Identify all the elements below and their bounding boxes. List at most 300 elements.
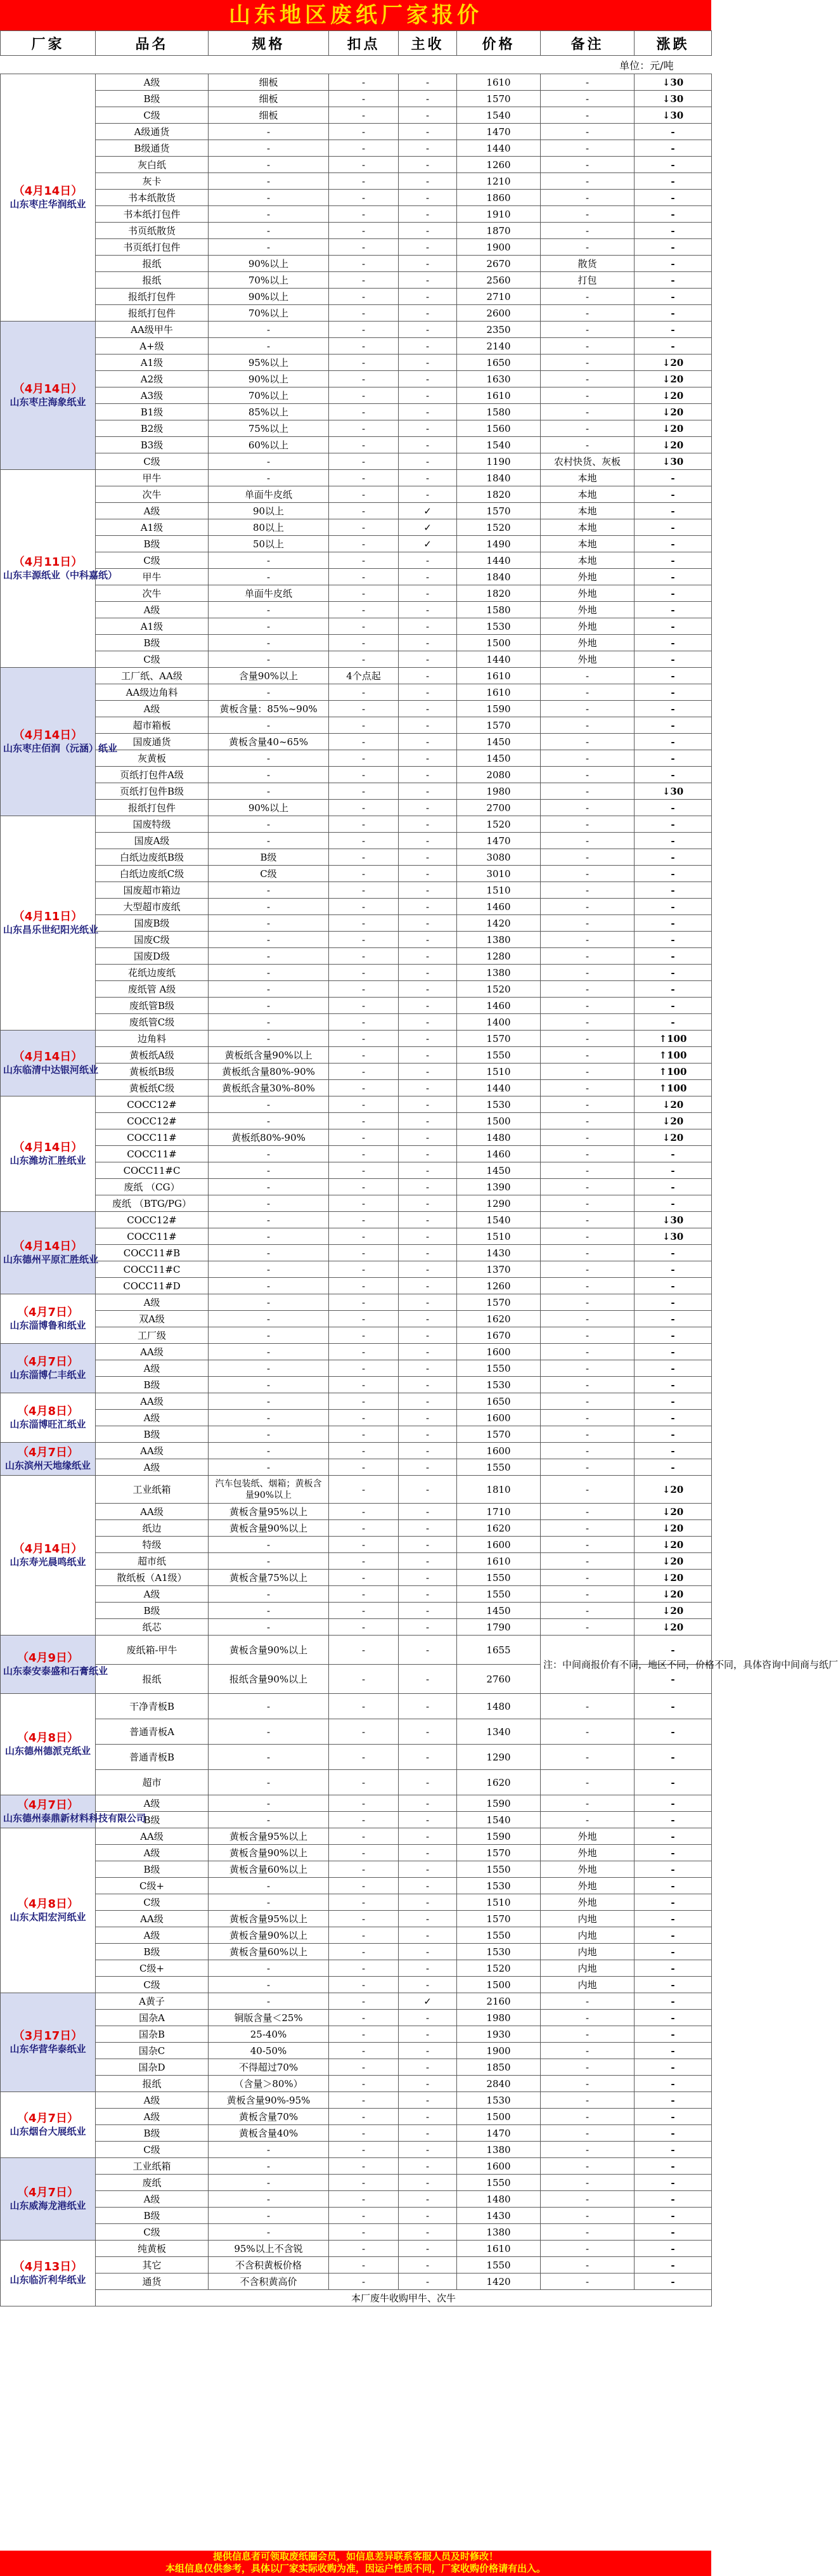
deduction-cell: - — [329, 1377, 399, 1393]
change-cell: - — [635, 1261, 712, 1278]
spec-cell: 黄板含量75%以上 — [209, 1570, 329, 1586]
table-row — [1, 2191, 712, 2208]
change-cell: - — [635, 1162, 712, 1179]
table-row — [1, 1553, 712, 1570]
table-row — [1, 387, 712, 404]
price-cell: 1510 — [457, 1894, 541, 1911]
price-cell: 1610 — [457, 2241, 541, 2257]
factory-date: （4月14日） — [13, 1050, 83, 1064]
main-collect-cell: - — [399, 486, 457, 503]
change-cell: - — [635, 1426, 712, 1443]
main-collect-cell: - — [399, 734, 457, 750]
change-cell: - — [635, 948, 712, 965]
table-row — [1, 1129, 712, 1146]
deduction-cell: - — [329, 1245, 399, 1261]
product-cell: 报纸打包件 — [96, 305, 209, 322]
notes-cell: - — [541, 1586, 635, 1603]
product-cell: 报纸 — [96, 2076, 209, 2092]
table-row — [1, 2175, 712, 2191]
product-cell: AA级 — [96, 1344, 209, 1360]
spec-cell: - — [209, 1146, 329, 1162]
deduction-cell: - — [329, 74, 399, 91]
notes-cell: - — [541, 1014, 635, 1031]
main-collect-cell: - — [399, 1014, 457, 1031]
factory-name: 山东临清中达银河纸业 — [3, 1064, 99, 1076]
product-cell: 页纸打包件A级 — [96, 767, 209, 783]
notes-cell: - — [541, 981, 635, 998]
deduction-cell: - — [329, 322, 399, 338]
change-cell: - — [635, 1911, 712, 1927]
price-cell: 1500 — [457, 635, 541, 651]
deduction-cell: - — [329, 124, 399, 140]
spec-cell: - — [209, 1294, 329, 1311]
change-cell: - — [635, 2208, 712, 2224]
table-row — [1, 2142, 712, 2158]
change-cell: - — [635, 2191, 712, 2208]
change-cell: - — [635, 256, 712, 272]
product-cell: B级 — [96, 2125, 209, 2142]
main-collect-cell: - — [399, 1179, 457, 1195]
deduction-cell: - — [329, 1977, 399, 1993]
price-cell: 1510 — [457, 1228, 541, 1245]
main-collect-cell: - — [399, 701, 457, 717]
main-collect-cell: - — [399, 1410, 457, 1426]
main-collect-cell: - — [399, 1553, 457, 1570]
product-cell: COCC12# — [96, 1096, 209, 1113]
notes-cell: - — [541, 2109, 635, 2125]
deduction-cell: - — [329, 2076, 399, 2092]
spec-cell: 黄板含量90%以上 — [209, 1636, 329, 1665]
spec-cell: - — [209, 453, 329, 470]
table-row — [1, 1393, 712, 1410]
main-collect-cell: - — [399, 1377, 457, 1393]
price-cell: 1540 — [457, 1812, 541, 1828]
factory-date: （4月7日） — [16, 2111, 79, 2125]
factory-name: 山东滨州天地缘纸业 — [4, 1459, 91, 1471]
table-row — [1, 470, 712, 486]
change-cell: ↓20 — [635, 1520, 712, 1537]
main-collect-cell: - — [399, 651, 457, 668]
footer-notice — [0, 2551, 711, 2576]
main-collect-cell: - — [399, 371, 457, 387]
main-collect-cell: - — [399, 1719, 457, 1745]
price-cell: 1670 — [457, 1327, 541, 1344]
factory-date: （4月14日） — [13, 184, 83, 198]
change-cell: ↓20 — [635, 437, 712, 453]
product-cell: B3级 — [96, 437, 209, 453]
change-cell: - — [635, 486, 712, 503]
spec-cell: - — [209, 767, 329, 783]
table-row — [1, 767, 712, 783]
spec-cell: - — [209, 1261, 329, 1278]
change-cell: - — [635, 1014, 712, 1031]
product-cell: 灰卡 — [96, 173, 209, 190]
spec-cell: - — [209, 1586, 329, 1603]
notes-cell: - — [541, 74, 635, 91]
header-deduction: 扣点 — [329, 31, 399, 56]
spec-cell: 黄板含量90%以上 — [209, 1927, 329, 1944]
main-collect-cell: - — [399, 91, 457, 107]
notes-cell: - — [541, 223, 635, 239]
change-cell: ↓30 — [635, 74, 712, 91]
deduction-cell: - — [329, 2274, 399, 2290]
spec-cell: 不得超过70% — [209, 2059, 329, 2076]
main-collect-cell: - — [399, 1344, 457, 1360]
price-cell: 1470 — [457, 2125, 541, 2142]
table-row — [1, 1327, 712, 1344]
deduction-cell: - — [329, 767, 399, 783]
table-row — [1, 800, 712, 816]
product-cell: 其它 — [96, 2257, 209, 2274]
table-row — [1, 1245, 712, 1261]
product-cell: 灰白纸 — [96, 157, 209, 173]
table-row — [1, 1770, 712, 1795]
main-collect-cell: - — [399, 965, 457, 981]
notes-cell: 本地 — [541, 519, 635, 536]
table-row — [1, 1047, 712, 1064]
notes-cell: - — [541, 420, 635, 437]
deduction-cell: - — [329, 1504, 399, 1520]
price-cell: 1400 — [457, 1014, 541, 1031]
product-cell: A1级 — [96, 519, 209, 536]
price-cell: 1620 — [457, 1520, 541, 1537]
table-row — [1, 2274, 712, 2290]
main-collect-cell: - — [399, 2092, 457, 2109]
product-cell: COCC11#B — [96, 1245, 209, 1261]
price-cell: 1600 — [457, 1410, 541, 1426]
price-cell: 1570 — [457, 1294, 541, 1311]
deduction-cell: - — [329, 1603, 399, 1619]
notes-cell: - — [541, 2043, 635, 2059]
spec-cell: - — [209, 1212, 329, 1228]
change-cell: - — [635, 1146, 712, 1162]
product-cell: 书页纸打包件 — [96, 239, 209, 256]
factory-name: 山东潍坊汇胜纸业 — [10, 1154, 86, 1166]
factory-name: 山东丰源纸业（中科嘉纸） — [3, 569, 118, 581]
price-cell: 1520 — [457, 1960, 541, 1977]
change-cell: ↓20 — [635, 1537, 712, 1553]
spec-cell: - — [209, 1603, 329, 1619]
factory-date: （4月11日） — [13, 909, 83, 923]
main-collect-cell: - — [399, 1537, 457, 1553]
product-cell: A级通货 — [96, 124, 209, 140]
unit-row — [1, 56, 712, 74]
deduction-cell: - — [329, 223, 399, 239]
product-cell: A3级 — [96, 387, 209, 404]
table-row — [1, 1096, 712, 1113]
change-cell: - — [635, 1195, 712, 1212]
table-row — [1, 1459, 712, 1476]
deduction-cell: - — [329, 289, 399, 305]
notes-cell: - — [541, 915, 635, 932]
main-collect-cell: - — [399, 981, 457, 998]
header-spec: 规格 — [209, 31, 329, 56]
change-cell: - — [635, 1719, 712, 1745]
product-cell: B级 — [96, 2208, 209, 2224]
deduction-cell: - — [329, 849, 399, 866]
deduction-cell: - — [329, 915, 399, 932]
table-row — [1, 404, 712, 420]
deduction-cell: - — [329, 1570, 399, 1586]
product-cell: C级 — [96, 2224, 209, 2241]
table-row — [1, 783, 712, 800]
spec-cell: - — [209, 783, 329, 800]
deduction-cell: - — [329, 256, 399, 272]
main-collect-cell: - — [399, 2224, 457, 2241]
price-cell: 1570 — [457, 503, 541, 519]
product-cell: A级 — [96, 701, 209, 717]
main-collect-cell: - — [399, 998, 457, 1014]
table-row — [1, 1476, 712, 1504]
deduction-cell: - — [329, 140, 399, 157]
deduction-cell: - — [329, 91, 399, 107]
deduction-cell: - — [329, 552, 399, 569]
table-row — [1, 74, 712, 91]
notes-cell: 外地 — [541, 618, 635, 635]
product-cell: A2级 — [96, 371, 209, 387]
product-cell: B2级 — [96, 420, 209, 437]
price-cell: 1610 — [457, 668, 541, 684]
product-cell: 纸芯 — [96, 1619, 209, 1636]
notes-cell: - — [541, 1694, 635, 1719]
spec-cell: - — [209, 124, 329, 140]
change-cell: - — [635, 2274, 712, 2290]
change-cell: - — [635, 1894, 712, 1911]
main-collect-cell: - — [399, 470, 457, 486]
product-cell: A黄子 — [96, 1993, 209, 2010]
product-cell: AA级 — [96, 1911, 209, 1927]
main-collect-cell: - — [399, 2257, 457, 2274]
price-cell: 1610 — [457, 1553, 541, 1570]
factory-cell — [1, 1393, 96, 1443]
table-row — [1, 1426, 712, 1443]
table-row — [1, 2109, 712, 2125]
change-cell: - — [635, 2257, 712, 2274]
deduction-cell: - — [329, 2241, 399, 2257]
product-cell: 工厂级 — [96, 1327, 209, 1344]
table-row — [1, 190, 712, 206]
main-collect-cell: - — [399, 1944, 457, 1960]
change-cell: - — [635, 767, 712, 783]
table-row — [1, 536, 712, 552]
change-cell: ↓20 — [635, 1603, 712, 1619]
spec-cell: 70%以上 — [209, 272, 329, 289]
table-row — [1, 932, 712, 948]
notes-cell: - — [541, 1745, 635, 1770]
price-cell: 1600 — [457, 2158, 541, 2175]
table-row — [1, 618, 712, 635]
spec-cell: 黄板含量95%以上 — [209, 1911, 329, 1927]
price-cell: 2700 — [457, 800, 541, 816]
change-cell: - — [635, 1960, 712, 1977]
main-collect-cell: - — [399, 1294, 457, 1311]
factory-date: （4月14日） — [13, 1239, 83, 1253]
deduction-cell: - — [329, 701, 399, 717]
spec-cell: 95%以上 — [209, 355, 329, 371]
deduction-cell: - — [329, 1745, 399, 1770]
deduction-cell: - — [329, 107, 399, 124]
spec-cell: 黄板纸80%-90% — [209, 1129, 329, 1146]
spec-cell: 细板 — [209, 91, 329, 107]
notes-cell: - — [541, 1360, 635, 1377]
change-cell: - — [635, 2059, 712, 2076]
notes-cell: 外地 — [541, 602, 635, 618]
deduction-cell: - — [329, 2257, 399, 2274]
deduction-cell: - — [329, 1770, 399, 1795]
table-row — [1, 899, 712, 915]
table-row — [1, 684, 712, 701]
change-cell: - — [635, 239, 712, 256]
product-cell: AA级 — [96, 1443, 209, 1459]
main-collect-cell: - — [399, 1603, 457, 1619]
notes-cell: 外地 — [541, 569, 635, 585]
notes-cell: 内地 — [541, 1960, 635, 1977]
spec-cell: - — [209, 1960, 329, 1977]
change-cell: ↓20 — [635, 1504, 712, 1520]
deduction-cell: - — [329, 635, 399, 651]
change-cell: - — [635, 470, 712, 486]
notes-cell: - — [541, 1619, 635, 1636]
main-collect-cell: - — [399, 173, 457, 190]
table-row — [1, 1311, 712, 1327]
change-cell: - — [635, 322, 712, 338]
deduction-cell: - — [329, 1944, 399, 1960]
product-cell: 双A级 — [96, 1311, 209, 1327]
spec-cell: 黄板含量70% — [209, 2109, 329, 2125]
main-collect-cell: - — [399, 2208, 457, 2224]
main-collect-cell: - — [399, 2109, 457, 2125]
price-cell: 1440 — [457, 140, 541, 157]
price-cell: 1550 — [457, 1360, 541, 1377]
main-collect-cell: - — [399, 223, 457, 239]
price-cell: 1280 — [457, 948, 541, 965]
factory-cell — [1, 1694, 96, 1795]
spec-cell: 25-40% — [209, 2026, 329, 2043]
product-cell: C级+ — [96, 1960, 209, 1977]
spec-cell: - — [209, 2175, 329, 2191]
product-cell: 超市箱板 — [96, 717, 209, 734]
main-collect-cell: - — [399, 1636, 457, 1665]
change-cell: - — [635, 932, 712, 948]
spec-cell: 60%以上 — [209, 437, 329, 453]
factory-cell — [1, 2158, 96, 2241]
change-cell: - — [635, 1393, 712, 1410]
product-cell: 页纸打包件B级 — [96, 783, 209, 800]
change-cell: - — [635, 1294, 712, 1311]
change-cell: - — [635, 981, 712, 998]
deduction-cell: - — [329, 1014, 399, 1031]
change-cell: ↓20 — [635, 420, 712, 437]
table-row — [1, 965, 712, 981]
table-row — [1, 124, 712, 140]
main-collect-cell: - — [399, 420, 457, 437]
change-cell: - — [635, 2224, 712, 2241]
factory-cell — [1, 1795, 146, 1828]
spec-cell: 铜版含量＜25% — [209, 2010, 329, 2026]
change-cell: - — [635, 668, 712, 684]
factory-name: 山东枣庄华润纸业 — [10, 198, 86, 210]
factory-cell — [1, 1636, 108, 1694]
main-collect-cell: ✓ — [399, 536, 457, 552]
table-row — [1, 1360, 712, 1377]
main-collect-cell: - — [399, 1770, 457, 1795]
change-cell: - — [635, 2026, 712, 2043]
price-cell: 1710 — [457, 1504, 541, 1520]
table-row — [1, 948, 712, 965]
main-collect-cell: - — [399, 1845, 457, 1861]
main-collect-cell: - — [399, 107, 457, 124]
product-cell: B级通货 — [96, 140, 209, 157]
change-cell: - — [635, 882, 712, 899]
change-cell: - — [635, 552, 712, 569]
main-collect-cell: - — [399, 1459, 457, 1476]
change-cell: - — [635, 1636, 712, 1665]
product-cell: 国杂A — [96, 2010, 209, 2026]
main-collect-cell: - — [399, 1812, 457, 1828]
notes-cell: - — [541, 866, 635, 882]
deduction-cell: - — [329, 833, 399, 849]
main-collect-cell: - — [399, 569, 457, 585]
table-row — [1, 1636, 712, 1665]
main-collect-cell: - — [399, 1828, 457, 1845]
notes-cell: - — [541, 190, 635, 206]
notes-cell: - — [541, 2257, 635, 2274]
price-cell: 1820 — [457, 486, 541, 503]
table-row — [1, 239, 712, 256]
price-cell: 1470 — [457, 124, 541, 140]
unit-label: 单位：元/吨 — [1, 56, 712, 74]
spec-cell: - — [209, 223, 329, 239]
spec-cell: - — [209, 190, 329, 206]
price-cell: 1650 — [457, 1393, 541, 1410]
notes-cell: - — [541, 849, 635, 866]
product-cell: 边角料 — [96, 1031, 209, 1047]
notes-cell: - — [541, 1294, 635, 1311]
change-cell: - — [635, 2241, 712, 2257]
spec-cell: - — [209, 1459, 329, 1476]
change-cell: ↓20 — [635, 387, 712, 404]
main-collect-cell: - — [399, 453, 457, 470]
main-collect-cell: - — [399, 1570, 457, 1586]
spec-cell: - — [209, 1977, 329, 1993]
price-cell: 1500 — [457, 1977, 541, 1993]
table-row — [1, 1861, 712, 1878]
price-cell: 1440 — [457, 1080, 541, 1096]
price-cell: 2560 — [457, 272, 541, 289]
notes-cell: - — [541, 2274, 635, 2290]
deduction-cell: - — [329, 239, 399, 256]
notes-cell: - — [541, 355, 635, 371]
table-row — [1, 1927, 712, 1944]
notes-cell: - — [541, 2241, 635, 2257]
factory-cell — [1, 1031, 99, 1096]
main-collect-cell: - — [399, 322, 457, 338]
product-cell: 工厂纸、AA级 — [96, 668, 209, 684]
notes-cell: 内地 — [541, 1977, 635, 1993]
price-cell: 1340 — [457, 1719, 541, 1745]
factory-cell — [1, 1828, 96, 1993]
deduction-cell: - — [329, 2092, 399, 2109]
product-cell: 废纸箱-甲牛 — [96, 1636, 209, 1665]
price-cell: 1430 — [457, 1245, 541, 1261]
table-row — [1, 2125, 712, 2142]
price-cell: 1590 — [457, 1795, 541, 1812]
price-cell: 1370 — [457, 1261, 541, 1278]
table-row — [1, 882, 712, 899]
change-cell: - — [635, 140, 712, 157]
price-cell: 1900 — [457, 239, 541, 256]
notes-cell: 外地 — [541, 585, 635, 602]
